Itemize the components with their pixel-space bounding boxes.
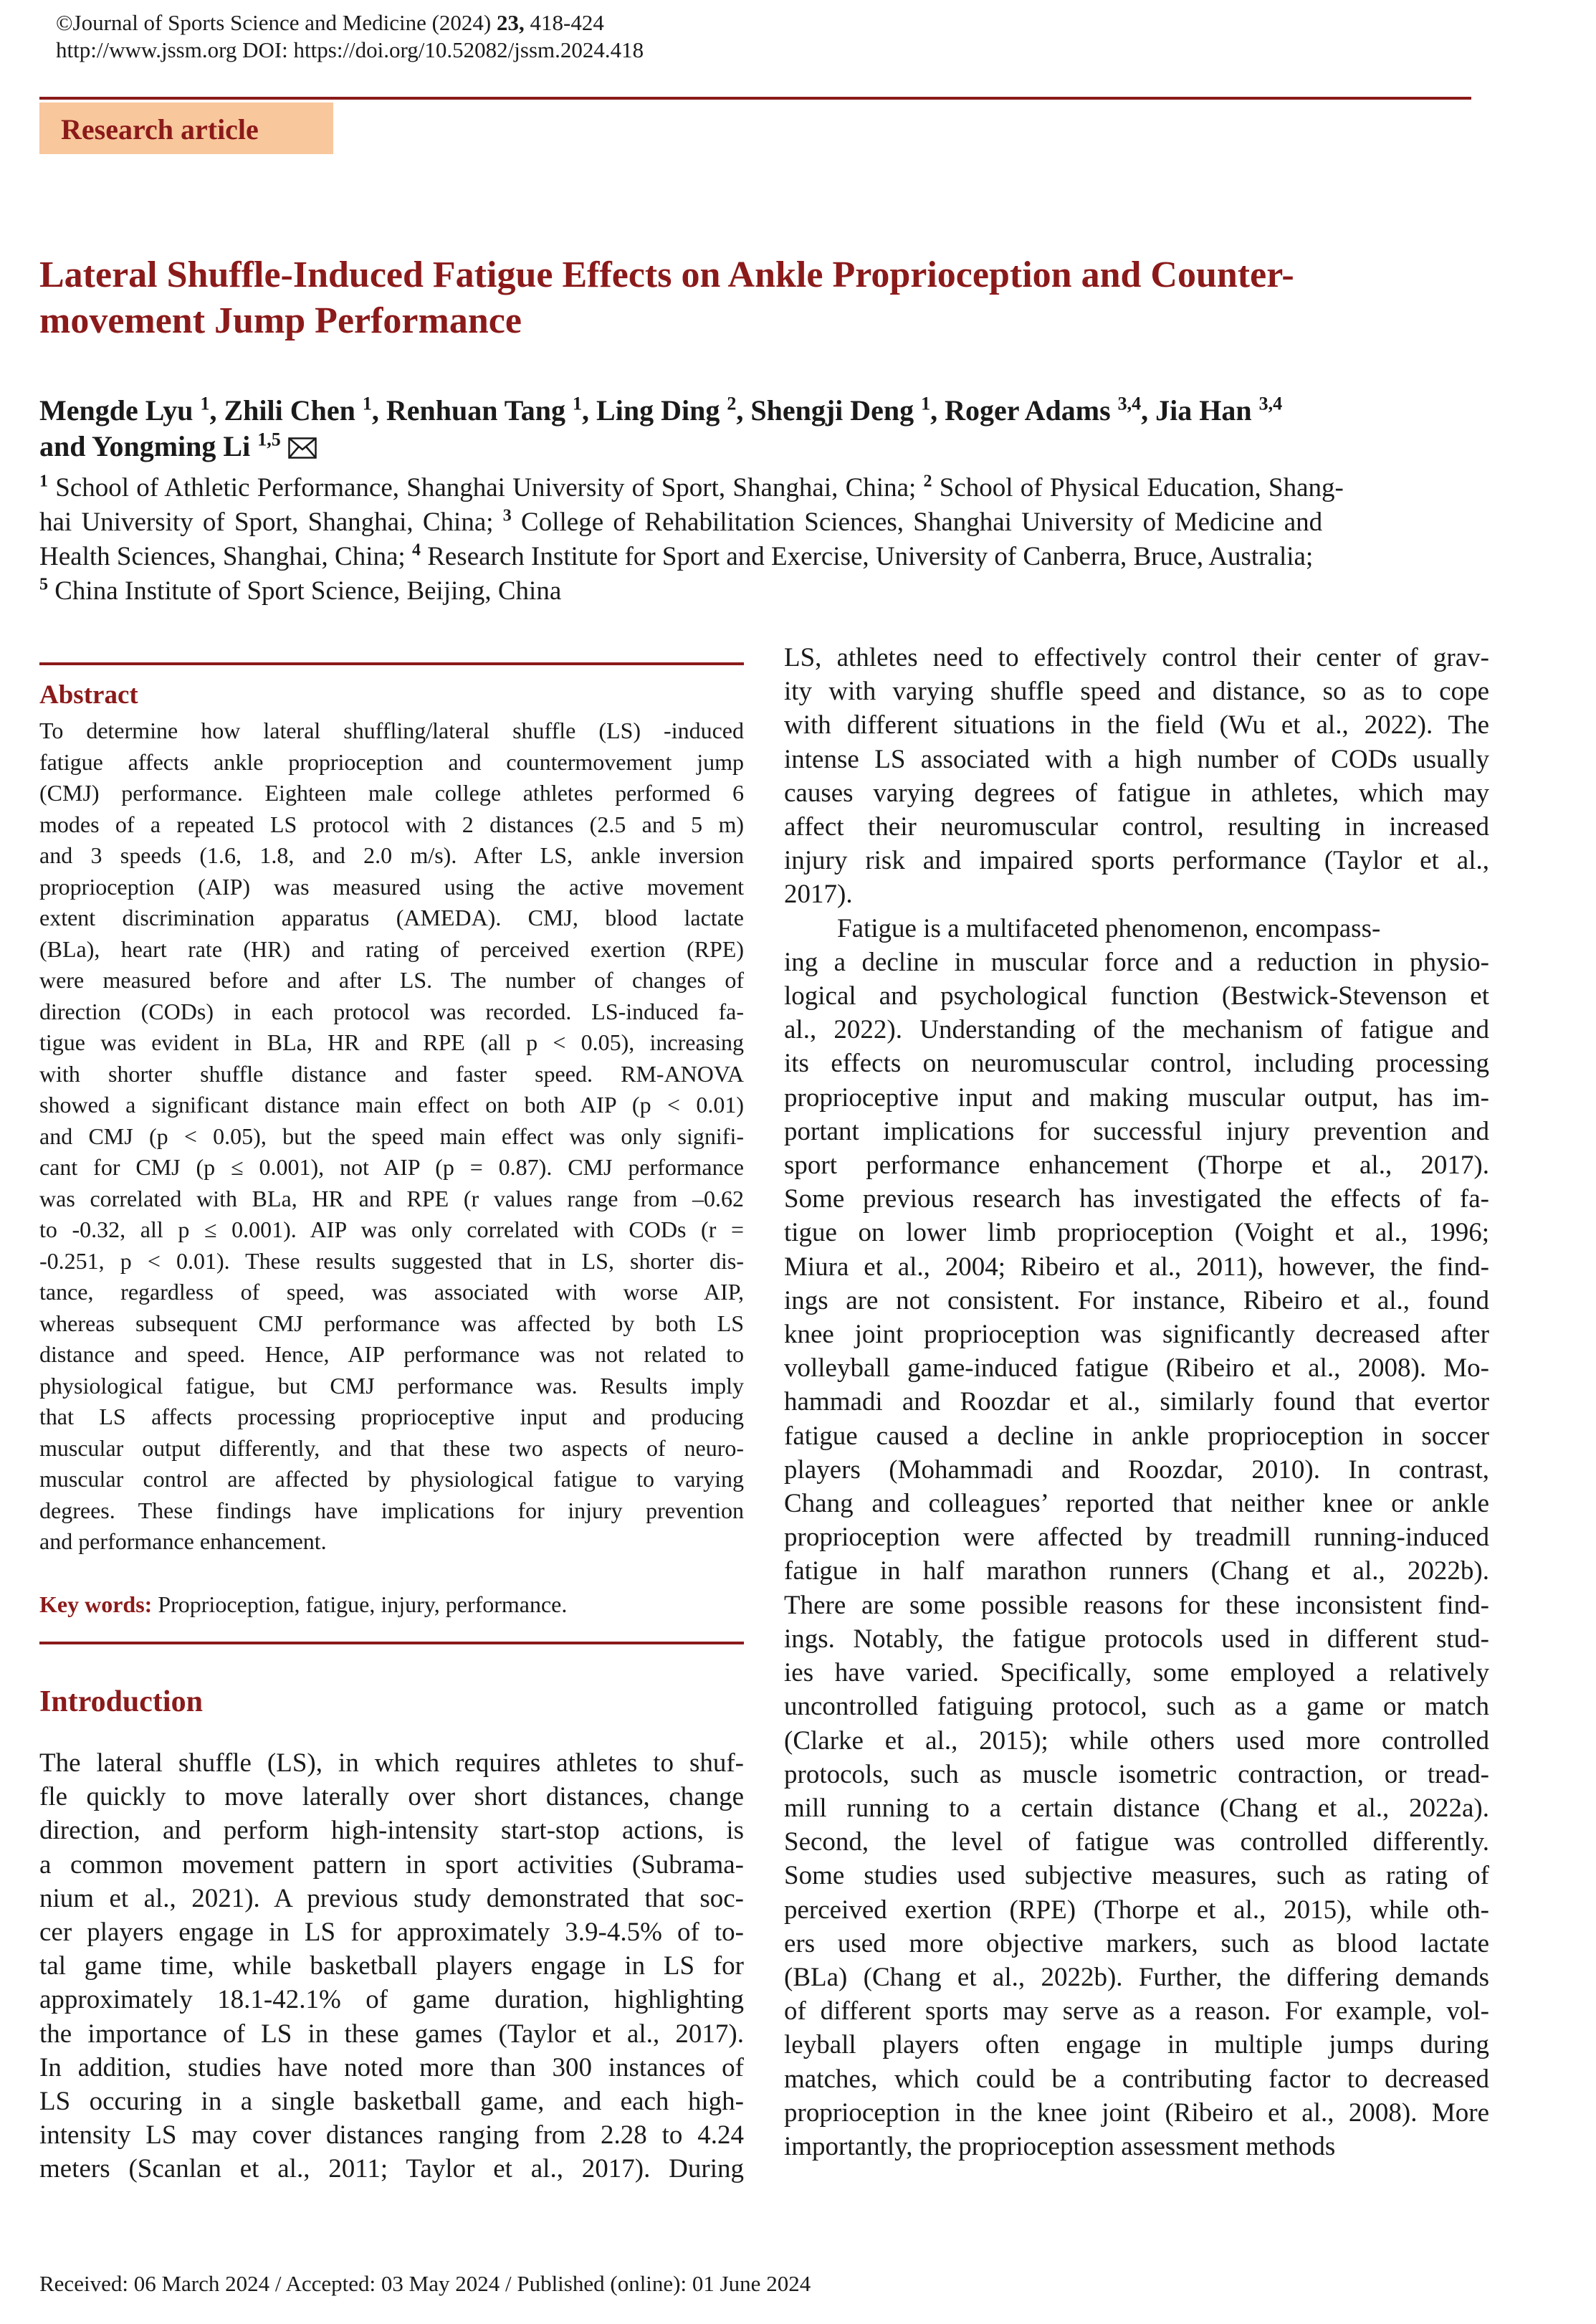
journal-citation-prefix: ©Journal of Sports Science and Medicine (2024) [56,10,497,35]
affiliation-text: Research Institute for Sport and Exercise, University of Canberra, Bruce, Australia; [420,542,1314,571]
text-line: tigue was evident in BLa, HR and RPE (all p < 0.05), increasing [39,1029,744,1055]
text-line: (BLa) (Chang et al., 2022b). Further, the differing demands [784,1962,1489,1992]
text-line: direction, and perform high-intensity start-stop actions, is [39,1816,744,1846]
text-line: and CMJ (p < 0.05), but the speed main effect was only signifi- [39,1123,744,1149]
author-line [39,429,1473,465]
text-line: Second, the level of fatigue was controlled differently. [784,1827,1489,1857]
text-line: proprioceptive input and making muscular output, has im- [784,1082,1489,1113]
affiliation-text: Health Sciences, Shanghai, China; [39,542,412,571]
text-line: -0.251, p < 0.01). These results suggested that in LS, shorter dis- [39,1247,744,1274]
abstract-body [39,715,744,1558]
author-affiliation: 1 [362,393,372,414]
author-affiliation: 1 [573,393,583,414]
author-name: and Yongming Li [39,430,258,462]
text-line: In addition, studies have noted more than 300 instances of [39,2052,744,2082]
journal-citation [56,10,604,36]
text-line: and performance enhancement. [39,1528,327,1554]
affiliation-number: 4 [411,540,421,560]
author-line [39,393,1473,429]
author-separator: , [1141,394,1156,427]
text-line: (Clarke et al., 2015); while others used more controlled [784,1725,1489,1756]
publication-dates: Received: 06 March 2024 / Accepted: 03 May 2024 / Published (online): 01 June 2024 [39,2271,811,2296]
text-line: Fatigue is a multifaceted phenomenon, encompass- [784,913,1381,943]
affiliation-text: School of Physical Education, Shang- [932,473,1344,503]
text-line: Chang and colleagues’ reported that neither knee or ankle [784,1489,1489,1519]
text-line: its effects on neuromuscular control, including processing [784,1049,1489,1079]
affiliation-number: 3 [502,506,512,525]
text-line: ing a decline in muscular force and a reduction in physio- [784,947,1489,977]
author-affiliation: 1 [921,393,931,414]
title-line: movement Jump Performance [39,300,522,341]
text-line: affect their neuromuscular control, resulting in increased [784,812,1489,842]
text-line: muscular output differently, and that these two aspects of neuro- [39,1434,744,1461]
text-line: intensity LS may cover distances ranging from 2.28 to 4.24 [39,2120,744,2151]
text-line: LS, athletes need to effectively control their center of grav- [784,643,1489,672]
affiliations [39,471,1473,609]
text-line: LS occuring in a single basketball game, and each high- [39,2087,744,2117]
affiliation-line [39,505,1473,540]
text-line: logical and psychological function (Bestwick-Stevenson et [784,981,1489,1011]
text-line: fatigue caused a decline in ankle proprioception in soccer [784,1421,1489,1451]
text-line: proprioception in the knee joint (Ribeiro et al., 2008). More [784,2097,1489,2128]
text-line: leyball players often engage in multiple jumps during [784,2030,1489,2060]
envelope-icon[interactable] [288,432,317,453]
text-line: fatigue in half marathon runners (Chang et al., 2022b). [784,1556,1489,1586]
text-line: fatigue affects ankle proprioception and countermovement jump [39,748,744,775]
text-line: fle quickly to move laterally over short distances, change [39,1782,744,1812]
affiliation-line [39,471,1473,505]
text-line: with shorter shuffle distance and faster speed. RM-ANOVA [39,1060,744,1087]
introduction-heading: Introduction [39,1685,203,1718]
text-line: ity with varying shuffle speed and distance, so as to cope [784,677,1489,707]
text-line: portant implications for successful injury prevention and [784,1116,1489,1146]
author-name: Renhuan Tang [386,394,573,427]
affiliation-text: School of Athletic Performance, Shanghai University of Sport, Shanghai, China; [48,473,924,503]
text-line: showed a significant distance main effect on both AIP (p < 0.01) [39,1092,744,1118]
text-line: ies have varied. Specifically, some employed a relatively [784,1658,1489,1688]
affiliation-line [39,540,1473,574]
introduction-right-column [784,641,1489,2163]
text-line: that LS affects processing proprioceptive input and producing [39,1404,744,1429]
affiliation-text: China Institute of Sport Science, Beijing, China [48,576,562,606]
text-line: physiological fatigue, but CMJ performance was. Results imply [39,1372,744,1399]
text-line: whereas subsequent CMJ performance was affected by both LS [39,1310,744,1336]
author-name: Zhili Chen [224,394,363,427]
author-separator: , [930,394,945,427]
text-line: muscular control are affected by physiological fatigue to varying [39,1466,744,1492]
text-line: (CMJ) performance. Eighteen male college athletes performed 6 [39,780,744,806]
text-line: tance, regardless of speed, was associated with worse AIP, [39,1279,744,1305]
text-line: (BLa), heart rate (HR) and rating of perceived exertion (RPE) [39,935,744,962]
text-line: direction (CODs) in each protocol was recorded. LS-induced fa- [39,998,744,1024]
text-line: extent discrimination apparatus (AMEDA). CMJ, blood lactate [39,905,744,930]
text-line: al., 2022). Understanding of the mechanism of fatigue and [784,1015,1489,1045]
author-name: Roger Adams [945,394,1118,427]
text-line: Miura et al., 2004; Ribeiro et al., 2011), however, the find- [784,1252,1489,1282]
text-line: To determine how lateral shuffling/lateral shuffle (LS) -induced [39,718,744,743]
text-line: degrees. These findings have implications for injury prevention [39,1497,744,1523]
text-line: intense LS associated with a high number of CODs usually [784,744,1489,774]
affiliation-number: 1 [39,472,48,491]
text-line: was correlated with BLa, HR and RPE (r values range from –0.62 [39,1185,744,1211]
abstract-heading: Abstract [39,680,138,710]
text-line: Some previous research has investigated the effects of fa- [784,1184,1489,1214]
text-line: injury risk and impaired sports performance (Taylor et al., [784,846,1489,876]
author-name: Shengji Deng [750,394,922,427]
author-separator: , [736,394,751,427]
text-line: perceived exertion (RPE) (Thorpe et al., 2015), while oth- [784,1895,1489,1925]
text-line: to -0.32, all p ≤ 0.001). AIP was only correlated with CODs (r = [39,1216,744,1242]
journal-volume: 23, [497,10,525,35]
introduction-left-column [39,1746,744,2186]
keywords-label: Key words: [39,1591,153,1617]
text-line: distance and speed. Hence, AIP performance was not related to [39,1341,744,1367]
text-line: and 3 speeds (1.6, 1.8, and 2.0 m/s). After LS, ankle inversion [39,842,744,868]
article-type-badge [39,103,333,154]
header-rule [39,97,1471,100]
text-line: of different sports may serve as a reason. For example, vol- [784,1996,1489,2027]
text-line: meters (Scanlan et al., 2011; Taylor et al., 2017). During [39,2154,744,2184]
title-line: Lateral Shuffle-Induced Fatigue Effects on Ankle Proprioception and Counter- [39,254,1294,295]
journal-pages: 418-424 [524,10,604,35]
text-line: ings are not consistent. For instance, Ribeiro et al., found [784,1285,1489,1315]
text-line: protocols, such as muscle isometric contraction, or tread- [784,1759,1489,1789]
text-line: volleyball game-induced fatigue (Ribeiro et al., 2008). Mo- [784,1353,1489,1384]
text-line: proprioception (AIP) was measured using the active movement [39,873,744,900]
author-name: Mengde Lyu [39,394,201,427]
text-line: 2017). [784,880,853,910]
affiliation-number: 2 [923,472,932,491]
text-line: There are some possible reasons for these inconsistent find- [784,1590,1489,1620]
affiliation-line [39,574,1473,609]
author-affiliation: 1 [200,393,210,414]
text-line: sport performance enhancement (Thorpe et al., 2017). [784,1151,1489,1181]
author-affiliation: 3,4 [1258,393,1283,414]
text-line: matches, which could be a contributing factor to decreased [784,2064,1489,2094]
text-line: tal game time, while basketball players engage in LS for [39,1951,744,1981]
journal-doi[interactable]: http://www.jssm.org DOI: https://doi.org/10.52082/jssm.2024.418 [56,37,644,62]
affiliation-text: College of Rehabilitation Sciences, Shanghai University of Medicine and [511,508,1323,537]
author-separator: , [371,394,386,427]
keywords-text: Proprioception, fatigue, injury, performance. [152,1591,568,1617]
text-line: mill running to a certain distance (Chang et al., 2022a). [784,1793,1489,1823]
text-line: nium et al., 2021). A previous study demonstrated that soc- [39,1883,744,1913]
text-line: cant for CMJ (p ≤ 0.001), not AIP (p = 0.87). CMJ performance [39,1154,744,1180]
text-line: ings. Notably, the fatigue protocols used in different stud- [784,1624,1489,1654]
text-line: knee joint proprioception was significantly decreased after [784,1320,1489,1350]
text-line: ers used more objective markers, such as blood lactate [784,1928,1489,1958]
text-line: cer players engage in LS for approximately 3.9-4.5% of to- [39,1918,744,1948]
text-line: hammadi and Roozdar et al., similarly found that evertor [784,1387,1489,1417]
paper-title [39,252,1473,344]
text-line: a common movement pattern in sport activities (Subrama- [39,1849,744,1880]
abstract-bottom-rule [39,1642,744,1644]
article-type-label: Research article [61,113,259,146]
author-list [39,393,1473,465]
text-line: uncontrolled fatiguing protocol, such as a game or match [784,1692,1489,1722]
text-line: modes of a repeated LS protocol with 2 distances (2.5 and 5 m) [39,811,744,837]
abstract-top-rule [39,662,744,665]
author-name: Ling Ding [596,394,727,427]
keywords [39,1590,744,1619]
author-affiliation: 2 [727,393,737,414]
text-line: Some studies used subjective measures, such as rating of [784,1861,1489,1891]
text-line: importantly, the proprioception assessment methods [784,2131,1336,2161]
text-line: tigue on lower limb proprioception (Voight et al., 1996; [784,1218,1489,1248]
author-name: Jia Han [1155,394,1259,427]
author-separator: , [209,394,224,427]
text-line: approximately 18.1-42.1% of game duration, highlighting [39,1985,744,2015]
text-line: with different situations in the field (Wu et al., 2022). The [784,710,1489,740]
text-line: proprioception were affected by treadmill running-induced [784,1523,1489,1553]
author-affiliation: 1,5 [257,429,281,450]
text-line: the importance of LS in these games (Taylor et al., 2017). [39,2019,744,2049]
affiliation-text: hai University of Sport, Shanghai, China; [39,508,503,537]
text-line: The lateral shuffle (LS), in which requires athletes to shuf- [39,1748,744,1778]
author-separator: , [582,394,597,427]
text-line: were measured before and after LS. The number of changes of [39,967,744,993]
author-affiliation: 3,4 [1117,393,1142,414]
text-line: causes varying degrees of fatigue in athletes, which may [784,778,1489,808]
affiliation-number: 5 [39,575,48,594]
text-line: players (Mohammadi and Roozdar, 2010). In contrast, [784,1454,1489,1485]
